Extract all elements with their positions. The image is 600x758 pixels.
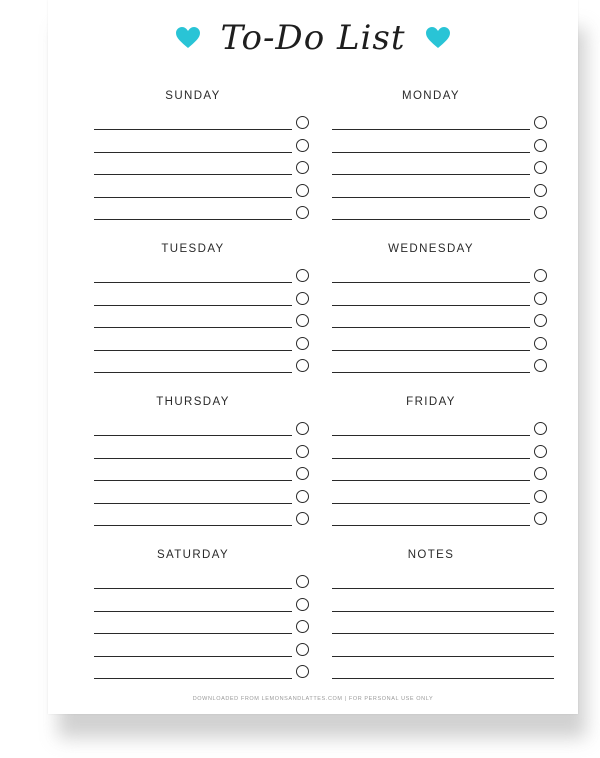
checkbox-circle[interactable]	[534, 512, 547, 525]
checkbox-circle[interactable]	[296, 490, 309, 503]
page-title: To-Do List	[220, 18, 406, 58]
checkbox-circle[interactable]	[534, 445, 547, 458]
section-heading: SATURDAY	[156, 549, 230, 561]
task-line[interactable]	[94, 503, 292, 504]
task-line[interactable]	[332, 197, 530, 198]
checkbox-circle[interactable]	[296, 184, 309, 197]
task-line[interactable]	[332, 435, 530, 436]
task-line[interactable]	[332, 152, 530, 153]
checkbox-circle[interactable]	[296, 359, 309, 372]
checkbox-circle[interactable]	[534, 314, 547, 327]
notes-line[interactable]	[332, 678, 554, 679]
task-line[interactable]	[332, 327, 530, 328]
checkbox-circle[interactable]	[534, 269, 547, 282]
checkbox-circle[interactable]	[296, 422, 309, 435]
task-line[interactable]	[94, 435, 292, 436]
task-line[interactable]	[332, 503, 530, 504]
checkbox-circle[interactable]	[296, 337, 309, 350]
notes-line[interactable]	[332, 611, 554, 612]
notes-line[interactable]	[332, 656, 554, 657]
task-line[interactable]	[94, 197, 292, 198]
checkbox-circle[interactable]	[296, 575, 309, 588]
checkbox-circle[interactable]	[296, 445, 309, 458]
task-line[interactable]	[94, 458, 292, 459]
task-line[interactable]	[332, 458, 530, 459]
checkbox-circle[interactable]	[534, 490, 547, 503]
task-line[interactable]	[94, 174, 292, 175]
section-heading: NOTES	[407, 549, 455, 561]
task-line[interactable]	[94, 152, 292, 153]
checkbox-circle[interactable]	[534, 359, 547, 372]
task-line[interactable]	[332, 219, 530, 220]
task-line[interactable]	[332, 282, 530, 283]
task-line[interactable]	[94, 611, 292, 612]
printable-page	[48, 0, 578, 714]
notes-line[interactable]	[332, 633, 554, 634]
section-heading: MONDAY	[401, 90, 461, 102]
task-line[interactable]	[94, 480, 292, 481]
checkbox-circle[interactable]	[296, 598, 309, 611]
checkbox-circle[interactable]	[296, 292, 309, 305]
task-line[interactable]	[94, 129, 292, 130]
task-line[interactable]	[94, 678, 292, 679]
task-line[interactable]	[332, 305, 530, 306]
task-line[interactable]	[332, 525, 530, 526]
checkbox-circle[interactable]	[534, 184, 547, 197]
checkbox-circle[interactable]	[534, 206, 547, 219]
checkbox-circle[interactable]	[296, 512, 309, 525]
task-line[interactable]	[332, 372, 530, 373]
notes-line[interactable]	[332, 588, 554, 589]
header	[48, 8, 578, 68]
section-heading: TUESDAY	[161, 243, 225, 255]
task-line[interactable]	[94, 633, 292, 634]
checkbox-circle[interactable]	[534, 139, 547, 152]
task-line[interactable]	[94, 282, 292, 283]
task-line[interactable]	[332, 129, 530, 130]
checkbox-circle[interactable]	[296, 665, 309, 678]
checkbox-circle[interactable]	[296, 139, 309, 152]
checkbox-circle[interactable]	[296, 269, 309, 282]
task-line[interactable]	[94, 350, 292, 351]
checkbox-circle[interactable]	[296, 620, 309, 633]
checkbox-circle[interactable]	[534, 116, 547, 129]
task-line[interactable]	[94, 656, 292, 657]
section-heading: WEDNESDAY	[388, 243, 474, 255]
checkbox-circle[interactable]	[534, 467, 547, 480]
task-line[interactable]	[332, 174, 530, 175]
task-line[interactable]	[94, 525, 292, 526]
section-heading: FRIDAY	[406, 396, 456, 408]
heart-icon	[426, 27, 450, 49]
heart-icon	[176, 27, 200, 49]
section-heading: SUNDAY	[165, 90, 221, 102]
task-line[interactable]	[332, 350, 530, 351]
footer-note: DOWNLOADED FROM LEMONSANDLATTES.COM | FOR PERSONAL USE ONLY	[192, 696, 434, 702]
checkbox-circle[interactable]	[534, 292, 547, 305]
task-line[interactable]	[94, 327, 292, 328]
checkbox-circle[interactable]	[296, 643, 309, 656]
checkbox-circle[interactable]	[534, 161, 547, 174]
checkbox-circle[interactable]	[296, 314, 309, 327]
task-line[interactable]	[94, 305, 292, 306]
checkbox-circle[interactable]	[296, 116, 309, 129]
checkbox-circle[interactable]	[296, 161, 309, 174]
checkbox-circle[interactable]	[534, 422, 547, 435]
task-line[interactable]	[94, 588, 292, 589]
section-heading: THURSDAY	[156, 396, 230, 408]
checkbox-circle[interactable]	[534, 337, 547, 350]
checkbox-circle[interactable]	[296, 206, 309, 219]
task-line[interactable]	[94, 219, 292, 220]
checkbox-circle[interactable]	[296, 467, 309, 480]
task-line[interactable]	[332, 480, 530, 481]
task-line[interactable]	[94, 372, 292, 373]
